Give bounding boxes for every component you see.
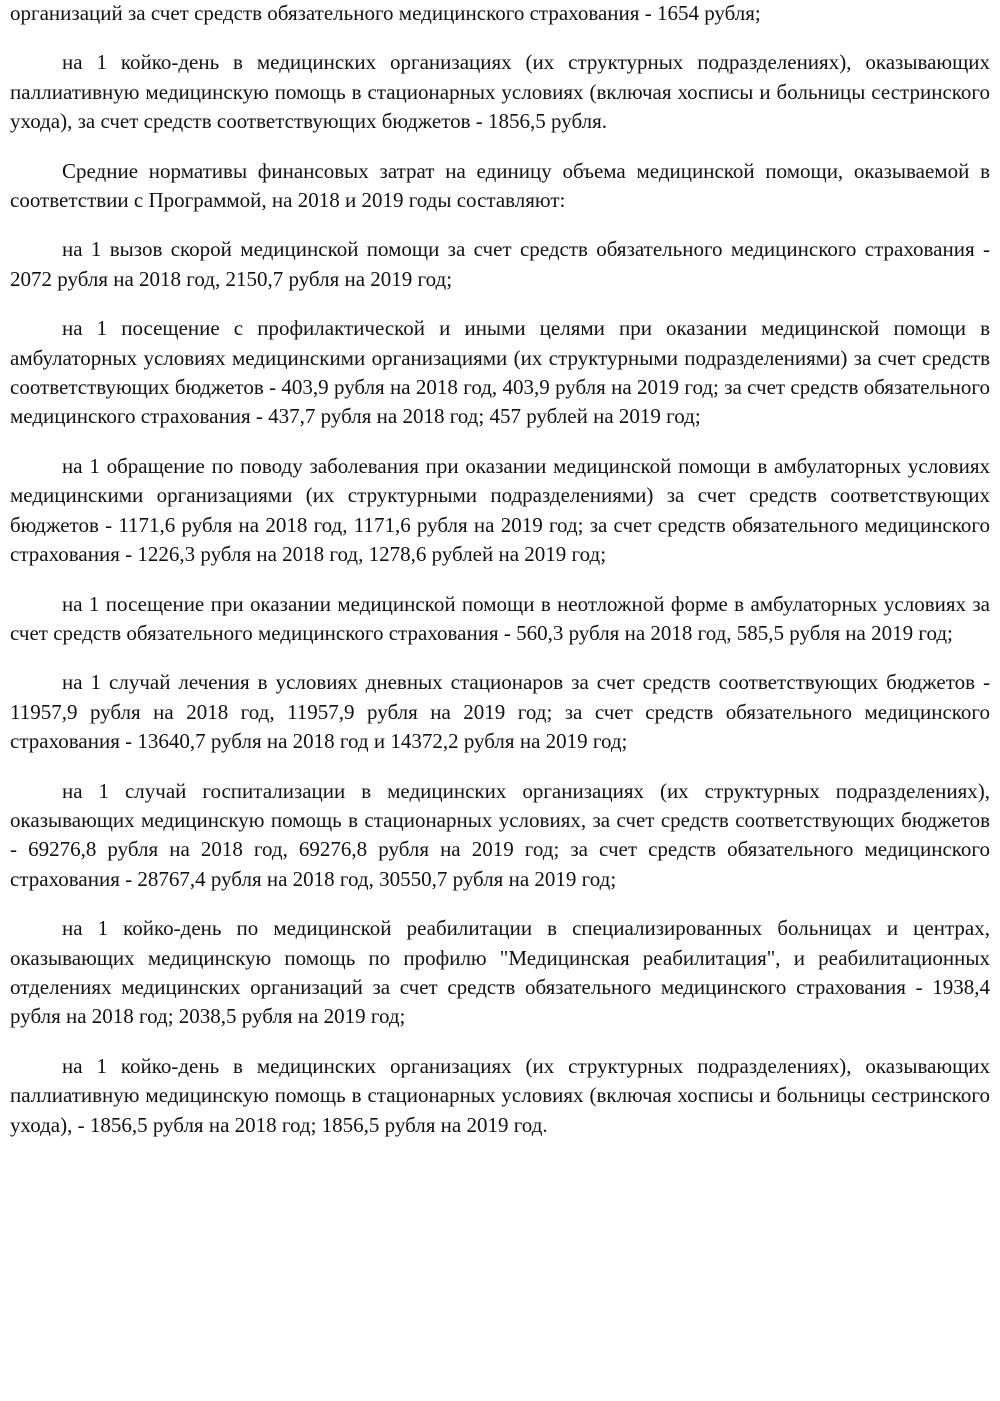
document-page bbox=[10, 0, 990, 1140]
paragraph-average-standards-intro: Средние нормативы финансовых затрат на единицу объема медицинской помощи, оказываемой в соответствии с Программой, на 2018 и 2019 годы составляют: bbox=[10, 158, 990, 213]
paragraph-continuation: организаций за счет средств обязательного медицинского страхования - 1654 рубля; bbox=[10, 1, 761, 25]
paragraph-day-hospital: на 1 случай лечения в условиях дневных стационаров за счет средств соответствующих бюджетов - 11957,9 рубля на 2018 год, 11957,9 рубля на 2019 год; за счет средств обязательного медицинского страхования - 13640,7 рубля на 2018 год и 14372,2 рубля на 2019 год; bbox=[10, 670, 990, 754]
paragraph-palliative-years: на 1 койко-день в медицинских организациях (их структурных подразделениях), оказывающих паллиативную медицинскую помощь в стационарных условиях (включая хосписы и больницы сестринского ухода), - 1856,5 рубля на 2018 год; 1856,5 рубля на 2019 год. bbox=[10, 1053, 990, 1137]
paragraph-preventive-visit: на 1 посещение с профилактической и иными целями при оказании медицинской помощи в амбулаторных условиях медицинскими организациями (их структурными подразделениями) за счет средств соответствующих бюджетов - 403,9 рубля на 2018 год, 403,9 рубля на 2019 год; за счет средств обязательного медицинского страхования - 437,7 рубля на 2018 год; 457 рублей на 2019 год; bbox=[10, 316, 990, 429]
paragraph-urgent-visit: на 1 посещение при оказании медицинской помощи в неотложной форме в амбулаторных условиях за счет средств обязательного медицинского страхования - 560,3 рубля на 2018 год, 585,5 рубля на 2019 год; bbox=[10, 591, 990, 645]
paragraph-hospitalization: на 1 случай госпитализации в медицинских организациях (их структурных подразделениях), оказывающих медицинскую помощь в стационарных условиях, за счет средств соответствующих бюджетов - 69276,8 рубля на 2018 год, 69276,8 рубля на 2019 год; за счет средств обязательного медицинского страхования - 28767,4 рубля на 2018 год, 30550,7 рубля на 2019 год; bbox=[10, 778, 990, 891]
paragraph-palliative-budget: на 1 койко-день в медицинских организациях (их структурных подразделениях), оказывающих паллиативную медицинскую помощь в стационарных условиях (включая хосписы и больницы сестринского ухода), за счет средств соответствующих бюджетов - 1856,5 рубля. bbox=[10, 50, 990, 134]
paragraph-rehabilitation: на 1 койко-день по медицинской реабилитации в специализированных больницах и центрах, оказывающих медицинскую помощь по профилю "Медицинская реабилитация", и реабилитационных отделениях медицинских организаций за счет средств обязательного медицинского страхования - 1938,4 рубля на 2018 год; 2038,5 рубля на 2019 год; bbox=[10, 916, 990, 1029]
paragraph-emergency-call: на 1 вызов скорой медицинской помощи за счет средств обязательного медицинского страхования - 2072 рубля на 2018 год, 2150,7 рубля на 2019 год; bbox=[10, 237, 990, 291]
paragraph-disease-appeal: на 1 обращение по поводу заболевания при оказании медицинской помощи в амбулаторных условиях медицинскими организациями (их структурными подразделениями) за счет средств соответствующих бюджетов - 1171,6 рубля на 2018 год, 1171,6 рубля на 2019 год; за счет средств обязательного медицинского страхования - 1226,3 рубля на 2018 год, 1278,6 рублей на 2019 год; bbox=[10, 453, 990, 567]
